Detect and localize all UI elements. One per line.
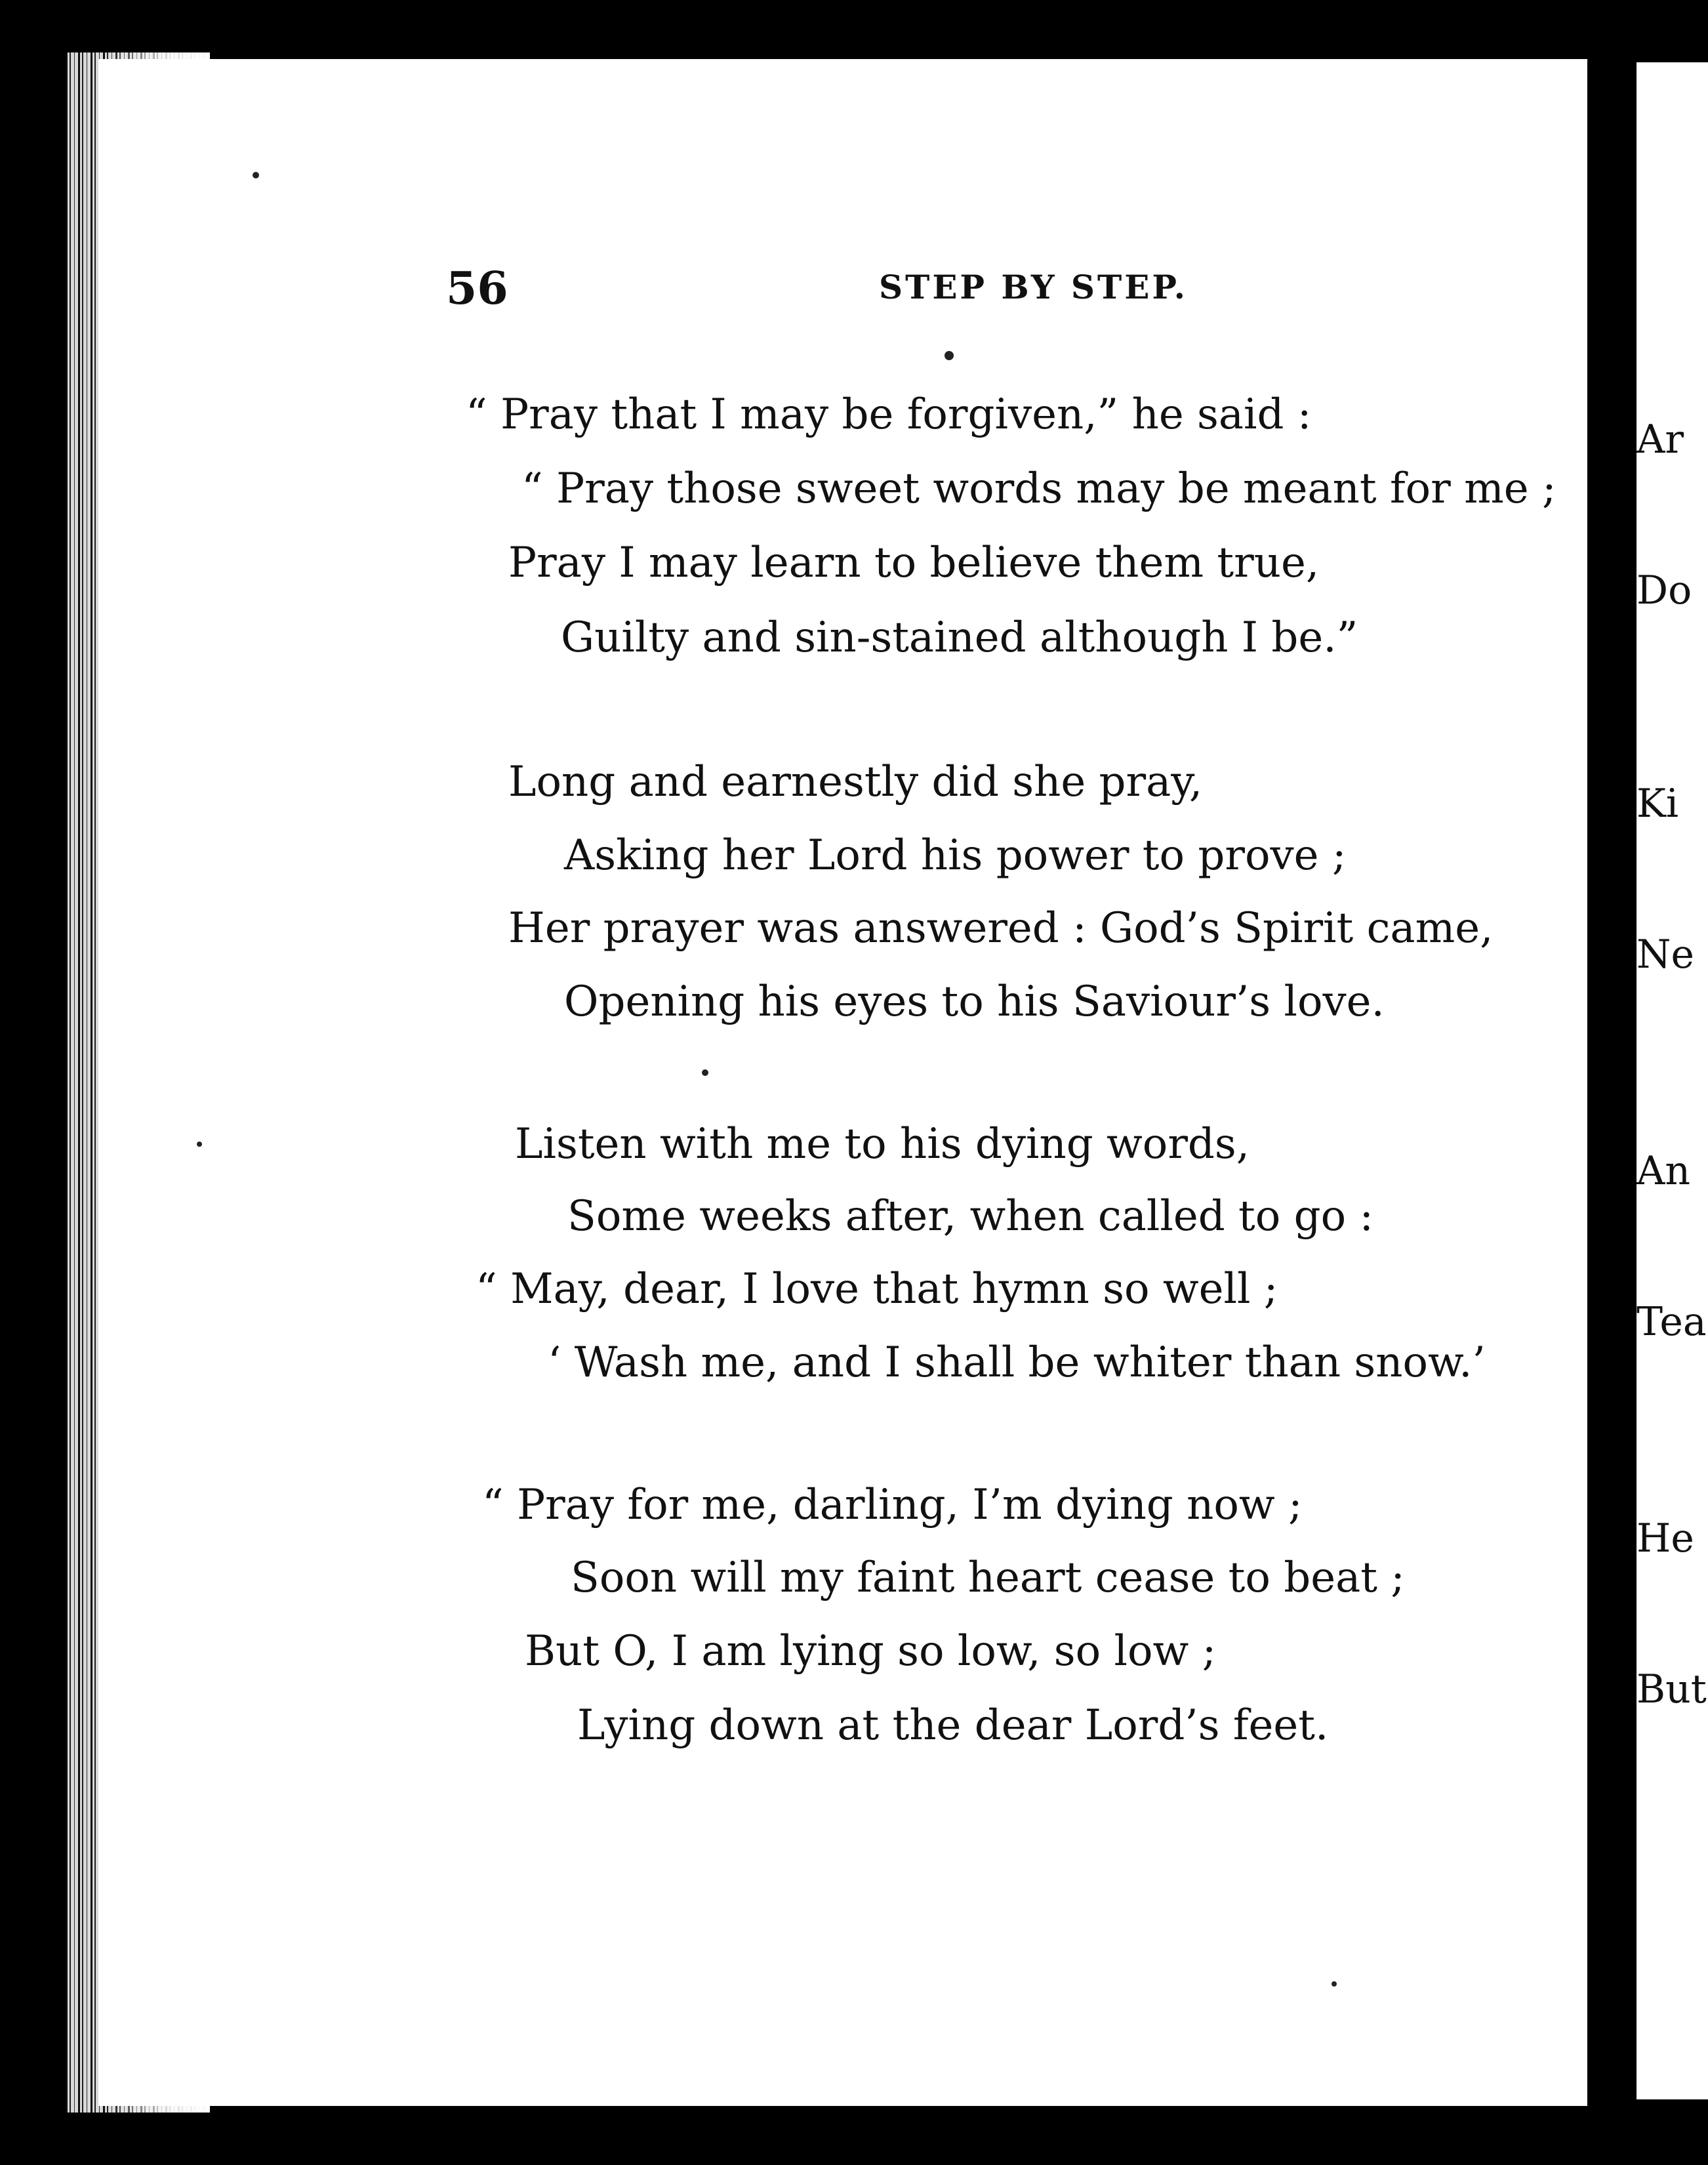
poem-line: “ Pray that I may be forgiven,” he said : [466,390,1312,439]
adjacent-fragment: Ne [1637,932,1695,978]
adjacent-fragment: Do [1637,567,1692,613]
poem-line: Asking her Lord his power to prove ; [564,831,1347,880]
poem-line: “ May, dear, I love that hymn so well ; [476,1265,1278,1313]
poem-line: Listen with me to his dying words, [515,1120,1250,1168]
scan-speck [945,351,954,360]
scan-speck [253,172,259,178]
adjacent-fragment: An [1637,1148,1690,1194]
poem-line: Some weeks after, when called to go : [567,1192,1374,1241]
page-number: 56 [446,262,508,315]
scan-speck [197,1142,202,1147]
poem-line: “ Pray those sweet words may be meant for me ; [521,464,1556,513]
adjacent-fragment: Ki [1637,781,1679,827]
adjacent-fragment: But [1637,1666,1707,1712]
poem-line: Pray I may learn to believe them true, [508,539,1320,587]
poem-line: Guilty and sin-stained although I be.” [561,613,1358,662]
poem-line: Opening his eyes to his Saviour’s love. [564,978,1385,1026]
poem-line: Lying down at the dear Lord’s feet. [577,1701,1329,1750]
poem-line: Her prayer was answered : God’s Spirit came, [508,904,1494,953]
scan-speck [1332,1981,1337,1987]
scan-speck [702,1069,708,1076]
poem-line: ‘ Wash me, and I shall be whiter than snow.’ [548,1338,1486,1387]
adjacent-fragment: Tea [1637,1299,1707,1345]
poem-line: “ Pray for me, darling, I’m dying now ; [482,1481,1303,1529]
poem-line: Soon will my faint heart cease to beat ; [571,1554,1405,1602]
adjacent-fragment: Ar [1637,417,1684,463]
running-head: STEP BY STEP. [879,268,1189,306]
poem-line: But O, I am lying so low, so low ; [525,1627,1217,1676]
adjacent-fragment: He [1637,1515,1694,1561]
poem-line: Long and earnestly did she pray, [508,758,1203,806]
